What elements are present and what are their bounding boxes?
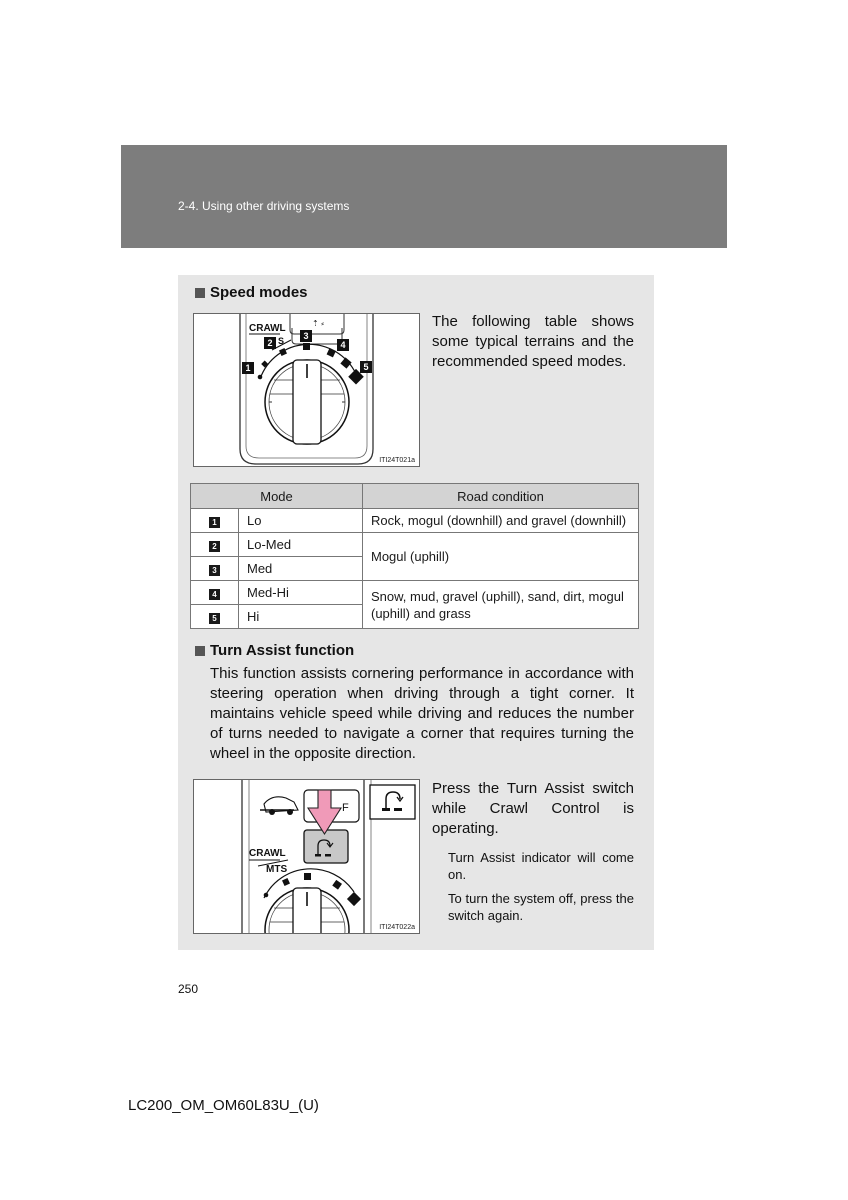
mode-column-header: Mode bbox=[191, 484, 363, 509]
turn-assist-heading-text: Turn Assist function bbox=[210, 642, 355, 659]
mts-label: MTS bbox=[266, 864, 288, 875]
mode-name: Lo-Med bbox=[239, 533, 363, 557]
chapter-title: 2-4. Using other driving systems bbox=[178, 199, 350, 213]
table-header-row bbox=[191, 484, 639, 509]
mode-number-badge: 3 bbox=[209, 565, 220, 576]
mode-name: Lo bbox=[239, 509, 363, 533]
road-condition-cell: Rock, mogul (downhill) and gravel (downhill) bbox=[363, 509, 639, 533]
road-condition-cell: Snow, mud, gravel (uphill), sand, dirt, mogul (uphill) and grass bbox=[363, 581, 639, 629]
mode-name: Med bbox=[239, 557, 363, 581]
table-row bbox=[191, 581, 639, 605]
turn-assist-switch-illustration bbox=[194, 780, 420, 934]
turn-assist-note-off: To turn the system off, press the switch again. bbox=[448, 891, 634, 923]
mode-number-badge: 4 bbox=[209, 589, 220, 600]
road-condition-cell: Mogul (uphill) bbox=[363, 533, 639, 581]
chapter-header bbox=[121, 145, 727, 248]
road-condition-column-header: Road condition bbox=[363, 484, 639, 509]
svg-text:5: 5 bbox=[363, 362, 369, 372]
mode-number-badge: 2 bbox=[209, 541, 220, 552]
crawl-label: CRAWL bbox=[249, 848, 286, 859]
turn-assist-indicator bbox=[370, 785, 415, 819]
turn-assist-switch-figure bbox=[193, 779, 420, 934]
turn-assist-instruction: Press the Turn Assist switch while Crawl Control is operating. bbox=[432, 780, 634, 837]
marker-1 bbox=[242, 362, 254, 374]
speed-mode-dial-illustration bbox=[194, 314, 420, 467]
speed-modes-heading-text: Speed modes bbox=[210, 284, 308, 301]
turn-assist-note-indicator: Turn Assist indicator will come on. bbox=[448, 850, 634, 882]
speed-mode-dial-figure bbox=[193, 313, 420, 467]
turn-assist-switch-button bbox=[304, 830, 348, 863]
square-bullet-icon bbox=[195, 646, 205, 656]
svg-text:3: 3 bbox=[303, 331, 309, 341]
speed-modes-heading bbox=[195, 284, 308, 301]
svg-text:2: 2 bbox=[267, 338, 273, 348]
off-label: F bbox=[342, 802, 349, 814]
mode-name: Hi bbox=[239, 605, 363, 629]
marker-2 bbox=[264, 337, 276, 349]
mode-number-badge: 5 bbox=[209, 613, 220, 624]
page-number: 250 bbox=[178, 982, 199, 996]
turn-assist-heading bbox=[195, 642, 354, 659]
s-label: S bbox=[278, 336, 285, 346]
marker-4 bbox=[337, 339, 349, 351]
crawl-label: CRAWL bbox=[249, 323, 286, 334]
table-row bbox=[191, 509, 639, 533]
figure-code: ITI24T022a bbox=[379, 924, 415, 931]
square-bullet-icon bbox=[195, 288, 205, 298]
mode-name: Med-Hi bbox=[239, 581, 363, 605]
turn-assist-description: This function assists cornering performance in accordance with steering operation when driving through a tight corner. It maintains vehicle speed while driving and reduces the number of turns needed to navigate a corner that requires turning the wheel in the opposite direction. bbox=[210, 665, 634, 762]
svg-text:1: 1 bbox=[245, 363, 251, 373]
figure-code: ITI24T021a bbox=[379, 457, 415, 464]
speed-modes-table bbox=[190, 483, 639, 629]
svg-text:4: 4 bbox=[340, 340, 346, 350]
marker-3 bbox=[300, 330, 312, 342]
document-code: LC200_OM_OM60L83U_(U) bbox=[128, 1097, 319, 1114]
marker-5 bbox=[360, 361, 372, 373]
mode-number-badge: 1 bbox=[209, 517, 220, 528]
svg-text:⇡ ⸗: ⇡ ⸗ bbox=[312, 319, 324, 328]
speed-modes-intro: The following table shows some typical terrains and the recommended speed modes. bbox=[432, 313, 634, 370]
